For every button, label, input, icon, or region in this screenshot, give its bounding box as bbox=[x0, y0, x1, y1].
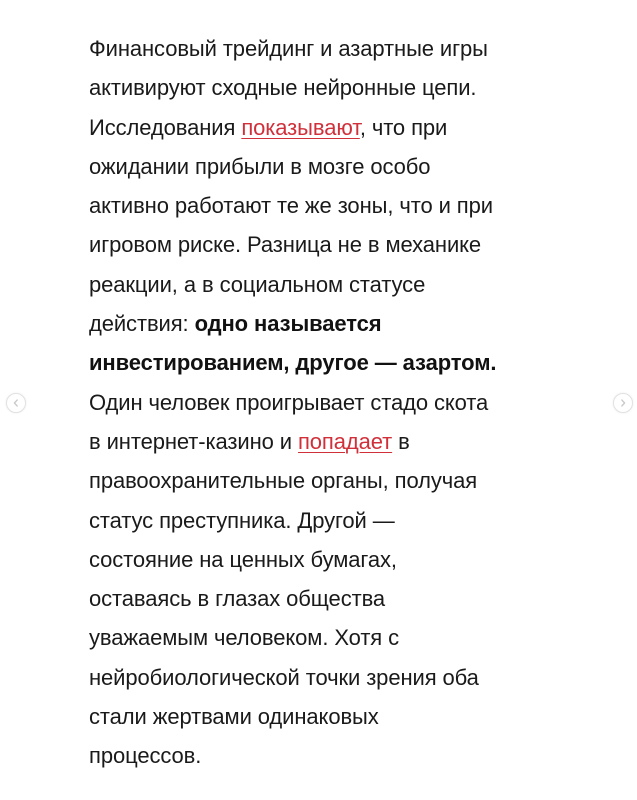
news-link[interactable]: попадает bbox=[297, 428, 393, 454]
text-line: Один человек проигрывает стадо скота bbox=[89, 389, 489, 415]
text-line: ожидании прибыли в мозге особо bbox=[89, 153, 431, 179]
text-line: нейробиологической точки зрения оба bbox=[89, 664, 479, 690]
text-line: статус преступника. Другой — bbox=[89, 507, 395, 533]
text-line: уважаемым человеком. Хотя с bbox=[89, 625, 400, 651]
text-line: процессов. bbox=[89, 743, 202, 769]
next-slide-button[interactable] bbox=[613, 393, 633, 413]
text-segment: действия: bbox=[89, 311, 195, 337]
bold-emphasis: одно называется bbox=[194, 311, 382, 337]
text-line: стали жертвами одинаковых bbox=[89, 704, 379, 730]
chevron-left-icon bbox=[11, 398, 21, 408]
previous-slide-button[interactable] bbox=[6, 393, 26, 413]
research-link[interactable]: показывают bbox=[241, 114, 360, 140]
text-line: активируют сходные нейронные цепи. bbox=[89, 75, 477, 101]
text-line: игровом риске. Разница не в механике bbox=[89, 232, 482, 258]
text-segment: в интернет-казино и bbox=[89, 428, 298, 454]
text-line: состояние на ценных бумагах, bbox=[89, 546, 397, 572]
text-segment: в bbox=[392, 428, 410, 454]
bold-emphasis-line: инвестированием, другое — азартом. bbox=[89, 350, 497, 376]
text-line bbox=[89, 304, 589, 343]
article-text bbox=[89, 29, 589, 776]
text-line bbox=[89, 108, 589, 147]
text-line: реакции, а в социальном статусе bbox=[89, 271, 426, 297]
text-line: Финансовый трейдинг и азартные игры bbox=[89, 36, 488, 61]
text-line: правоохранительные органы, получая bbox=[89, 468, 478, 494]
text-segment: , что при bbox=[359, 114, 448, 140]
text-line: активно работают те же зоны, что и при bbox=[89, 193, 493, 219]
text-line: оставаясь в глазах общества bbox=[89, 586, 386, 612]
text-line bbox=[89, 422, 589, 461]
chevron-right-icon bbox=[618, 398, 628, 408]
article-paragraph bbox=[89, 29, 589, 776]
text-segment: Исследования bbox=[89, 114, 242, 140]
